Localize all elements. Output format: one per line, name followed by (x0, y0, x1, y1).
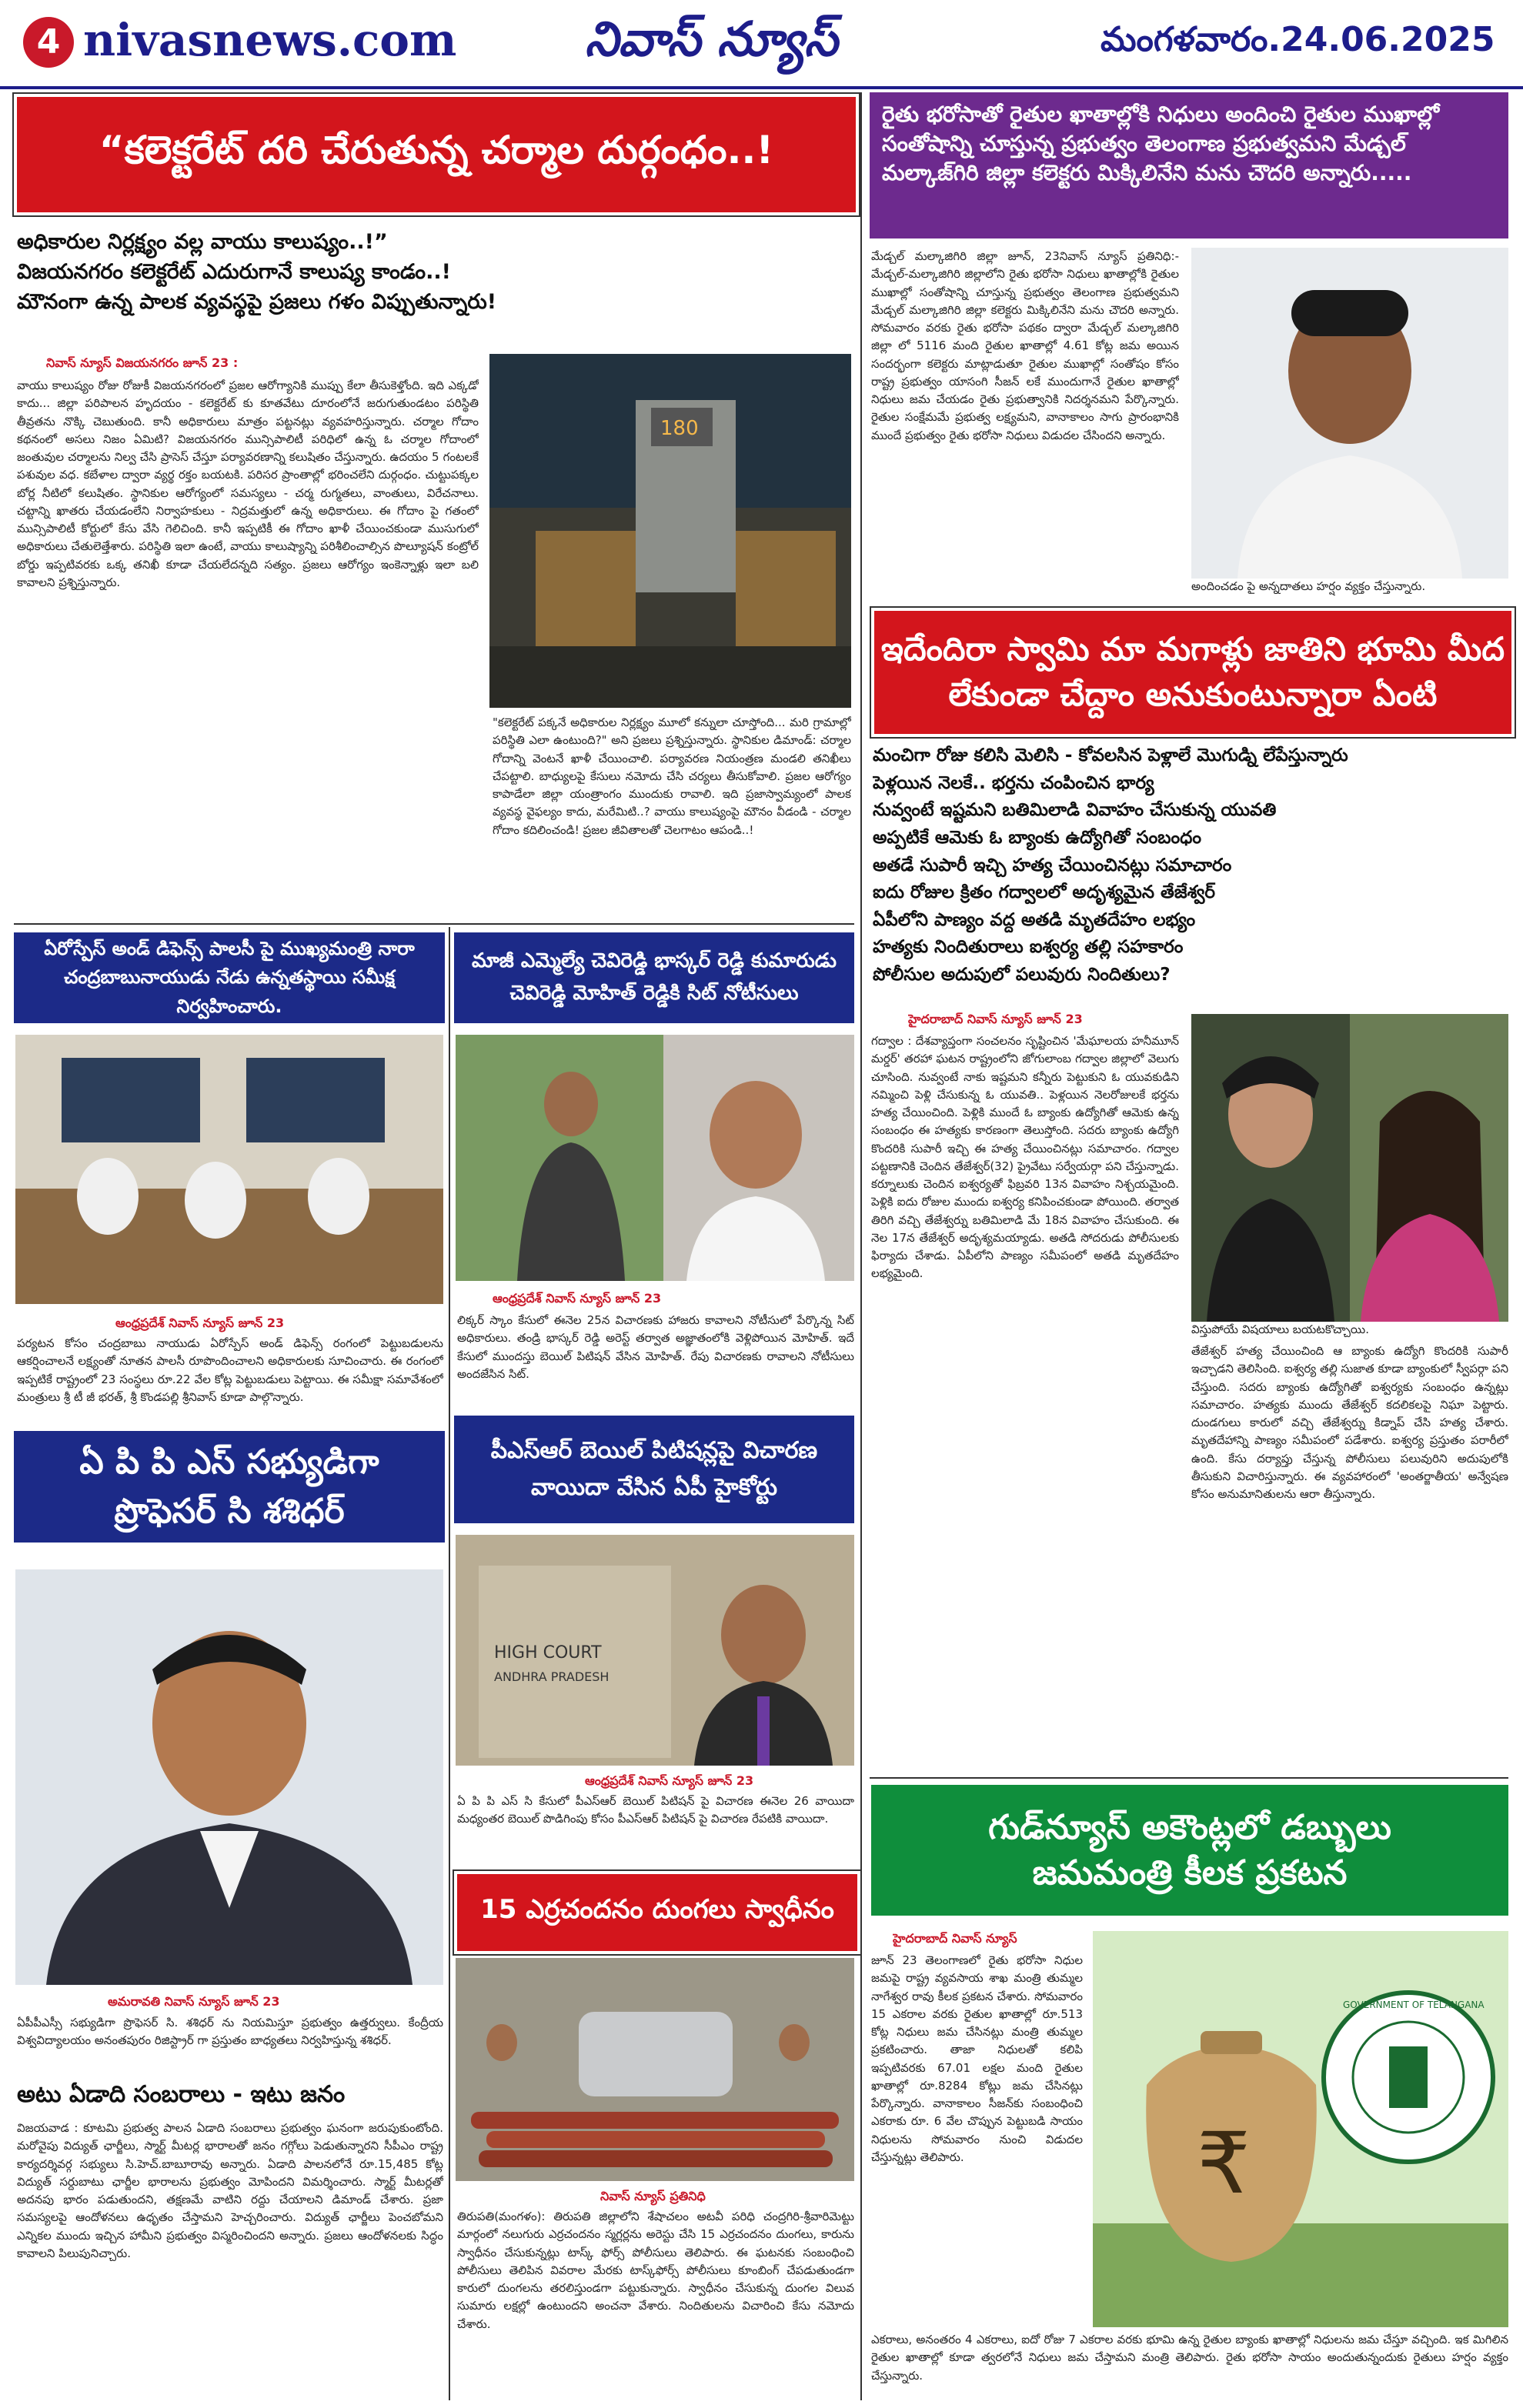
redsanders-headline: 15 ఎర్రచందనం దుంగలు స్వాధీనం (454, 1871, 860, 1954)
aerospace-dateline: ఆంధ్రప్రదేశ్ నివాస్ న్యూస్ జూన్ 23 (115, 1316, 285, 1330)
murder-headline: ఇదేందిరా స్వామి మా మగాళ్లు జాతిని భూమి మీద లేకుండా చేద్దాం అనుకుంటున్నారా ఏంటి (871, 608, 1515, 737)
svg-text:HIGH COURT: HIGH COURT (494, 1643, 602, 1663)
murder-caption: విస్తుపోయే విషయాలు బయటకొచ్చాయి. (1191, 1322, 1369, 1336)
collectorate-body-right: "కలెక్టరేట్ పక్కనే అధికారుల నిర్లక్ష్యం మూలో కన్నులా చూస్తోంది... మరి గ్రామాల్లో పరిస్థితి ఎలా ఉంటుంది?" అని ప్రజలు ప్రశ్నిస్తున్నారు. స్థానికుల డిమాండ్: చర్మాల గోదాన్ని వెంటనే ఖాళీ చేయించాలి. పర్యావరణ నియంత్రణ మండలి తనిఖీలు చేపట్టాలి. బాధ్యులపై కేసులు నమోదు చేసి చర్యలు తీసుకోవాలి. ప్రజల ఆరోగ్యం కాపాడేలా జిల్లా యంత్రాంగం ముందుకు రావాలి. ఇది ప్రజాస్వామ్యంలో పాలక వ్యవస్థ వైఫల్యం కాదు, మరేమిటి..? వాయు కాలుష్యంపై మౌనం వీడండి - చర్మాల గోదాం కదిలించండి! ప్రజల జీవితాలతో చెలగాటం ఆపండి..! (493, 715, 851, 837)
collectorate-gate-photo (489, 354, 851, 708)
murder-body-right: తేజేశ్వర్ హత్య చేయించింది ఆ బ్యాంకు ఉద్యోగి కొందరికి సుపారీ ఇచ్చాడని తెలిసింది. ఐశ్వర్య తల్లి సుజాత కూడా బ్యాంకులో స్వీపర్గా పని చేస్తుంది. సదరు బ్యాంకు ఉద్యోగితో ఐశ్వర్యకు సంబంధం ఉన్నట్లు సమాచారం. హత్యకు ముందు తేజేశ్వర్ కదలికలపై నిఘా పెట్టారు. దుండగులు కారులో వచ్చి తేజేశ్వర్ను కిడ్నాప్ చేసి హత్య చేశారు. మృతదేహాన్ని పాణ్యం సమీపంలో పడేశారు. ఐశ్వర్య ప్రస్తుతం పరారీలో ఉంది. కేసు దర్యాప్తు చేస్తున్న పోలీసులు పలువురిని అదుపులోకి తీసుకుని విచారిస్తున్నారు. ఈ వ్యవహారంలో 'అంతర్జాతీయ' అన్వేషణ కోసం అనుమానితులను ఆరా తీస్తున్నారు. (1191, 1344, 1508, 1501)
professor-illustration (15, 1569, 443, 1985)
goodnews-headline (871, 1785, 1508, 1916)
chevireddy-body: లిక్కర్ స్కాం కేసులో ఈనెల 25న విచారణకు హాజరు కావాలని నోటీసులో పేర్కొన్న సిట్ అధికారులు. తండ్రి భాస్కర్ రెడ్డి అరెస్ట్ తర్వాత అజ్ఞాతంలోకి వెళ్లిపోయిన మోహిత్. ఇదే కేసులో ముందస్తు బెయిల్ పిటిషన్ వేసిన మోహిత్. రేపు విచారణకు రావాలని నోటీసులు అందజేసిన సిట్. (457, 1313, 854, 1381)
goodnews-body-bottom: ఎకరాలు, అనంతరం 4 ఎకరాలు, ఐదో రోజు 7 ఎకరాల వరకు భూమి ఉన్న రైతుల బ్యాంకు ఖాతాల్లో నిధులను జమ చేస్తూ వచ్చింది. ఇక మిగిలిన రైతుల ఖాతాల్లో కూడా త్వరలోనే నిధులు జమ చేస్తామని మంత్రి తెలిపారు. రైతు భరోసా సాయం అందుతున్నందుకు రైతులు హర్షం వ్యక్తం చేస్తున్నారు. (871, 2333, 1508, 2383)
aerospace-body: పర్యటన కోసం చంద్రబాబు నాయుడు ఏరోస్పేస్ అండ్ డిఫెన్స్ రంగంలో పెట్టుబడులను ఆకర్షించాలనే లక్ష్యంతో నూతన పాలసీ రూపొందించాలని అధికారులకు సూచించారు. ఈ రంగంలో ఇప్పటికే రాష్ట్రంలో 23 సంస్థలు రూ.22 వేల కోట్ల పెట్టుబడులు పెట్టాయి. ఈ సమీక్షా సమావేశంలో మంత్రులు శ్రీ టీ జీ భరత్, శ్రీ కొండపల్లి శ్రీనివాస్ కూడా పాల్గొన్నారు. (17, 1336, 443, 1404)
deck-line: అధికారుల నిర్లక్ష్యం వల్ల వాయు కాలుష్యం..!” (17, 230, 388, 254)
professor-portrait (15, 1569, 443, 1985)
deck-line: పోలీసుల అదుపులో పలువురు నిందితులు? (873, 965, 1171, 986)
psr-dateline: ఆంధ్రప్రదేశ్ నివాస్ న్యూస్ జూన్ 23 (585, 1773, 754, 1788)
rupee-icon: ₹ (1197, 2114, 1251, 2213)
rythu-caption: అందించడం పై అన్నదాతలు హర్షం వ్యక్తం చేస్తున్నారు. (1191, 579, 1426, 593)
meeting-photo-illustration (15, 1035, 443, 1304)
redsanders-dateline: నివాస్ న్యూస్ ప్రతినిధి (600, 2189, 706, 2203)
telangana-money-photo (1093, 1931, 1508, 2327)
deck-line: మౌనంగా ఉన్న పాలక వ్యవస్థపై ప్రజలు గళం విప్పుతున్నారు! (17, 290, 497, 315)
money-bag-illustration (1093, 1931, 1508, 2327)
page-number: 4 (23, 17, 74, 68)
deck-line: హత్యకు నిందితురాలు ఐశ్వర్య తల్లి సహకారం (873, 937, 1184, 958)
redsanders-body: తిరుపతి(మంగళం): తిరుపతి జిల్లాలోని శేషాచలం అటవీ పరిధి చంద్రగిరి-శ్రీవారిమెట్టు మార్గంలో నలుగురు ఎర్రచందనం స్మగ్లర్లను అరెస్టు చేసి 15 ఎర్రచందనం దుంగలు, కారును స్వాధీనం చేసుకున్నట్లు టాస్క్ ఫోర్స్ పోలీసులు తెలిపారు. ఈ ఘటనకు సంబంధించి పోలీసులు తెలిపిన వివరాల మేరకు టాస్క్‌ఫోర్స్ పోలీసులు కూంబింగ్ చేపడుతుండగా కారులో దుంగలను తరలిస్తుండగా పట్టుకున్నారు. స్వాధీనం చేసుకున్న దుంగల విలువ సుమారు లక్షల్లో ఉంటుందని అంచనా వేశారు. నిందితులను విచారించి కేసు నమోదు చేశారు. (457, 2210, 854, 2331)
seal-text: GOVERNMENT OF TELANGANA (1343, 1999, 1485, 2010)
chevireddy-dateline: ఆంధ్రప్రదేశ్ నివాస్ న్యూస్ జూన్ 23 (493, 1291, 662, 1306)
section-divider (14, 923, 854, 925)
goodnews-body: జూన్ 23 తెలంగాణలో రైతు భరోసా నిధుల జమపై రాష్ట్ర వ్యవసాయ శాఖ మంత్రి తుమ్మల నాగేశ్వర రావు కీలక ప్రకటన చేశారు. సోమవారం 15 ఎకరాల వరకు రైతుల ఖాతాల్లో రూ.513 కోట్ల నిధులు జమ చేసినట్లు మంత్రి తుమ్మల ప్రకటించారు. తాజా నిధులతో కలిపి ఇప్పటివరకు 67.01 లక్షల మంది రైతుల ఖాతాల్లో రూ.8284 కోట్లు జమ చేసినట్లు పేర్కొన్నారు. వానాకాలం సీజన్‌కు సంబంధించి ఎకరాకు రూ. 6 వేల చొప్పున పెట్టుబడి సాయం నిధులను సోమవారం నుంచి విడుదల చేస్తున్నట్లు తెలిపారు. (871, 1953, 1083, 2164)
chevireddy-photo-illustration (456, 1035, 854, 1281)
apps-dateline: అమరావతి నివాస్ న్యూస్ జూన్ 23 (108, 1994, 280, 2009)
murder-deck (873, 742, 1508, 1008)
murder-body-left: గద్వాల : దేశవ్యాప్తంగా సంచలనం సృష్టించిన 'మేఘాలయ హనీమూన్ మర్డర్' తరహా ఘటన రాష్ట్రంలోని జోగులాంబ గద్వాల జిల్లాలో వెలుగు చూసింది. నువ్వంటే నాకు ఇష్టమని కన్నీరు పెట్టుకుని ఓ యువకుడిని నమ్మించి పెళ్లి చేసుకున్న ఓ యువతి.. పెళ్లయిన నెలరోజులకే భర్తను హత్య చేయించింది. పెళ్లికి ముందే ఓ బ్యాంకు ఉద్యోగితో ఆమెకు ఉన్న సంబంధం ఈ హత్యకు కారణంగా తెలుస్తోంది. సదరు బ్యాంకు ఉద్యోగి కొందరికి సుపారీ ఇచ్చి ఈ హత్య చేయించినట్లు సమాచారం. గద్వాల పట్టణానికి చెందిన తేజేశ్వర్(32) ప్రైవేటు సర్వేయర్గా పని చేస్తున్నాడు. కర్నూలుకు చెందిన ఐశ్వర్యతో ఫిబ్రవరి 13న వివాహం నిశ్చయమైంది. పెళ్లికి ఐదు రోజుల ముందు ఐశ్వర్య కనిపించకుండా పోయింది. తర్వాత తిరిగి వచ్చి తేజేశ్వర్ను బతిమిలాడి మే 18న వివాహం చేసుకుంది. ఈ నెల 17న తేజేశ్వర్ అదృశ్యమయ్యాడు. అతడి సోదరుడు పోలీసులకు ఫిర్యాదు చేశాడు. ఏపీలోని పాణ్యం సమీపంలో అతడి మృతదేహం లభ్యమైంది. (871, 1034, 1179, 1281)
goodnews-headline-line1: గుడ్‌న్యూస్‌ అకౌంట్లలో డబ్బులు (988, 1807, 1391, 1847)
apps-headline: ఏ పి పి ఎస్ సభ్యుడిగా ప్రొఫెసర్ సి శశిధర్ (14, 1431, 445, 1543)
chevireddy-photo (456, 1035, 854, 1281)
goodnews-headline-line2: జమమంత్రి కీలక ప్రకటన (1032, 1853, 1348, 1893)
red-sanders-illustration (456, 1958, 854, 2181)
site-name[interactable]: nivasnews.com (83, 14, 457, 66)
psr-body: ఏ పి పి ఎస్ సి కేసులో పీఎస్ఆర్ బెయిల్ పిటిషన్ పై విచారణ ఈనెల 26 వాయిదా మధ్యంతర బెయిల్ పొడిగింపు కోసం పీఎస్ఆర్ పిటిషన్ పై విచారణ రేపటికి వాయిదా. (457, 1794, 854, 1826)
column-divider (860, 92, 862, 2400)
deck-line: పెళ్లయిన నెలకే.. భర్తను చంపించిన భార్య (873, 772, 1154, 793)
deck-line: నువ్వంటే ఇష్టమని బతిమిలాడి వివాహం చేసుకున్న యువతి (873, 800, 1277, 821)
goodnews-dateline: హైదరాబాద్ నివాస్ న్యూస్ (893, 1931, 1017, 1946)
svg-text:180: 180 (660, 417, 699, 440)
deck-line: ఐదు రోజుల క్రితం గద్వాలలో అదృశ్యమైన తేజేశ్వర్ (873, 882, 1216, 903)
psr-headline: పీఎస్ఆర్ బెయిల్ పిటిషన్లపై విచారణ వాయిదా వేసిన ఏపీ హైకోర్టు (454, 1416, 854, 1523)
masthead (0, 0, 1523, 89)
apps-body: ఏపీపీఎస్సీ సభ్యుడిగా ప్రొఫెసర్ సి. శశిధర్ ను నియమిస్తూ ప్రభుత్వం ఉత్తర్వులు. కేంద్రీయ విశ్వవిద్యాలయం అనంతపురం రిజిస్ట్రార్ గా ప్రస్తుతం బాధ్యతలు నిర్వహిస్తున్న శశిధర్. (17, 2016, 443, 2048)
deck-line: ఏపీలోని పాణ్యం వద్ద అతడి మృతదేహం లభ్యం (873, 909, 1196, 930)
rythu-headline: రైతు భరోసాతో రైతుల ఖాతాల్లోకి నిధులు అందించి రైతుల ముఖాల్లో సంతోషాన్ని చూస్తున్న ప్రభుత్వం తెలంగాణ ప్రభుత్వమని మేడ్చల్ మల్కాజ్‌గిరి జిల్లా కలెక్టరు మిక్కిలినేని మను చౌదరి అన్నారు..... (870, 92, 1508, 238)
sambaralu-headline: అటు ఏడాది సంబరాలు - ఇటు జనం (17, 2081, 346, 2108)
sambaralu-body: విజయవాడ : కూటమి ప్రభుత్వ పాలన ఏడాది సంబరాలు ప్రభుత్వం ఘనంగా జరుపుకుంటోంది. మరోవైపు విద్యుత్ ఛార్జీలు, స్మార్ట్ మీటర్ల భారాలతో జనం గగ్గోలు పెడుతున్నారని సీపీఎం రాష్ట్ర కార్యదర్శివర్గ సభ్యులు సి.హెచ్.బాబూరావు అన్నారు. ఏడాది పాలనలోనే రూ.15,485 కోట్ల విద్యుత్ సర్దుబాటు ఛార్జీల భారాలను ప్రభుత్వం మోపిందని విమర్శించారు. స్మార్ట్ మీటర్లతో అదనపు భారం పడుతుందని, తక్షణమే వాటిని రద్దు చేయాలని డిమాండ్ చేశారు. ప్రజా సమస్యలపై ఆందోళనలు ఉధృతం చేస్తామని హెచ్చరించారు. విద్యుత్ ఛార్జీలు పెంచబోమని ఎన్నికల ముందు ఇచ్చిన హామీని ప్రభుత్వం విస్మరించిందని అన్నారు. ప్రజలు ఆందోళనలకు సిద్ధం కావాలని పిలుపునిచ్చారు. (17, 2121, 443, 2260)
issue-date: మంగళవారం.24.06.2025 (1101, 20, 1495, 59)
section-divider (870, 1777, 1508, 1779)
red-sanders-photo (456, 1958, 854, 2181)
high-court-photo (456, 1535, 854, 1766)
couple-photo (1191, 1014, 1508, 1322)
deck-line: అప్పటికే ఆమెకు ఓ బ్యాంకు ఉద్యోగితో సంబంధం (873, 827, 1202, 848)
collectorate-body-left: వాయు కాలుష్యం రోజు రోజుకీ విజయనగరంలో ప్రజల ఆరోగ్యానికి ముప్పు కేలా తీసుకెళ్తోంది. ఇది ఎక్కడో కాదు... జిల్లా పరిపాలన హృదయం - కలెక్టరేట్ కు కూతవేటు దూరంలోనే జరుగుతుండటం పరిస్థితి తీవ్రతను నొక్కి చెబుతుంది. కానీ అధికారులు మాత్రం పట్టనట్లు వ్యవహరిస్తున్నారు. చర్మాల గోదాం కథనంలో అసలు నిజం ఏమిటి? విజయనగరం మున్సిపాలిటీ పరిధిలో ఉన్న ఓ చర్మాల గోదాంలో జంతువుల చర్మాలను నిల్వ చేసి ప్రాసెస్ చేస్తూ పర్యావరణాన్ని కలుషితం చేస్తున్నారు. ఉదయం 5 గంటలకే పశువుల వధ. కబేళాల ద్వారా వ్యర్థ రక్తం బయటకి. పరిసర ప్రాంతాల్లో భరించలేని దుర్గంధం. చుట్టుపక్కల బోర్ల నీటిలో కలుషితం. స్థానికుల ఆరోగ్యంలో సమస్యలు - చర్మ రుగ్మతలు, వాంతులు, విరేచనాలు. చట్టాన్ని ఖాతరు చేయడంలేని నిర్వాహకులు - నిద్రమత్తులో ఉన్న అధికారులు. ఈ గోదాం పై గతంలో మున్సిపాలిటీ కోర్టులో కేసు వేసి గెలిచింది. కానీ ఇప్పటికీ ఈ గోదాం ఖాళీ చేయించకుండా ముసుగులో అధికారులు చేతులెత్తేశారు. పరిస్థితి ఇలా ఉంటే, వాయు కాలుష్యాన్ని పరిశీలించాల్సిన పొల్యూషన్ కంట్రోల్ బోర్డు ఇప్పటివరకు ఒక్క తనిఖీ కూడా చేయలేదన్నది సత్యం. ప్రజలు ఆరోగ్యం ఇంకెన్నాళ్లు ఇలా బలి కావాలని ప్రశ్నిస్తున్నారు. (17, 379, 479, 589)
aerospace-headline: ఏరోస్పేస్ అండ్ డిఫెన్స్ పాలసీ పై ముఖ్యమంత్రి నారా చంద్రబాబునాయుడు నేడు ఉన్నతస్థాయి సమీక్ష నిర్వహించారు. (14, 932, 445, 1023)
svg-text:ANDHRA PRADESH: ANDHRA PRADESH (494, 1669, 610, 1684)
deck-line: విజయనగరం కలెక్టరేట్ ఎదురుగానే కాలుష్య కాండం..! (17, 260, 451, 285)
high-court-illustration (456, 1535, 854, 1766)
deck-line: మంచిగా రోజు కలిసి మెలిసి - కోవలసిన పెళ్లాలే మొగుడ్ని లేపేస్తున్నారు (873, 745, 1348, 765)
chevireddy-headline: మాజీ ఎమ్మెల్యే చెవిరెడ్డి భాస్కర్ రెడ్డి కుమారుడు చెవిరెడ్డి మోహిత్ రెడ్డికి సిట్ నోటీసులు (454, 932, 854, 1023)
collectorate-dateline: నివాస్ న్యూస్ విజయనగరం జూన్ 23 : (46, 355, 239, 370)
gate-photo-illustration (489, 354, 851, 708)
deck-line: అతడే సుపారీ ఇచ్చి హత్య చేయించినట్లు సమాచారం (873, 855, 1232, 875)
portrait-illustration (1191, 248, 1508, 579)
collector-portrait (1191, 248, 1508, 579)
collectorate-deck (17, 227, 848, 342)
cm-review-photo (15, 1035, 443, 1304)
newspaper-brand: నివాస్ న్యూస్ (585, 11, 838, 67)
murder-dateline: హైదరాబాద్ నివాస్ న్యూస్ జూన్ 23 (908, 1012, 1083, 1026)
column-divider (449, 927, 450, 2400)
collectorate-headline: “కలెక్టరేట్ దరి చేరుతున్న చర్మాల దుర్గంధం..! (14, 94, 859, 215)
couple-photo-illustration (1191, 1014, 1508, 1322)
rythu-body: మేడ్చల్ మల్కాజిగిరి జిల్లా జూన్, 23నివాస్ న్యూస్ ప్రతినిధి:- మేడ్చల్-మల్కాజిగిరి జిల్లాలోని రైతు భరోసా నిధులు ఖాతాల్లోకి రైతుల ముఖాల్లో సంతోషాన్ని చూస్తున్న ప్రభుత్వం తెలంగాణ ప్రభుత్వమని మేడ్చల్ మల్కాజిగిరి జిల్లా కలెక్టరు మిక్కిలినేని మను చౌదరి అన్నారు. సోమవారం వరకు రైతు భరోసా పథకం ద్వారా మేడ్చల్ మల్కాజిగిరి జిల్లా లో 5116 మంది రైతుల ఖాతాల్లో 4.61 కోట్ల జమ అయిన సందర్భంగా కలెక్టరు మాట్లాడుతూ రైతుల ముఖాల్లో సంతోషం కోసం రాష్ట్ర ప్రభుత్వం యాసంగి సీజన్ లకే ముందుగానే రైతుల ఖాతాల్లో నిధులు జమ చేయడం రైతు ప్రభుత్వానికి నిదర్శనమని పేర్కొన్నారు. రైతుల సంక్షేమమే ప్రభుత్వ లక్ష్యమని, వానాకాలం సాగు ప్రారంభానికి ముందే ప్రభుత్వం రైతు భరోసా నిధులు విడుదల చేసిందని అన్నారు. (871, 249, 1179, 442)
